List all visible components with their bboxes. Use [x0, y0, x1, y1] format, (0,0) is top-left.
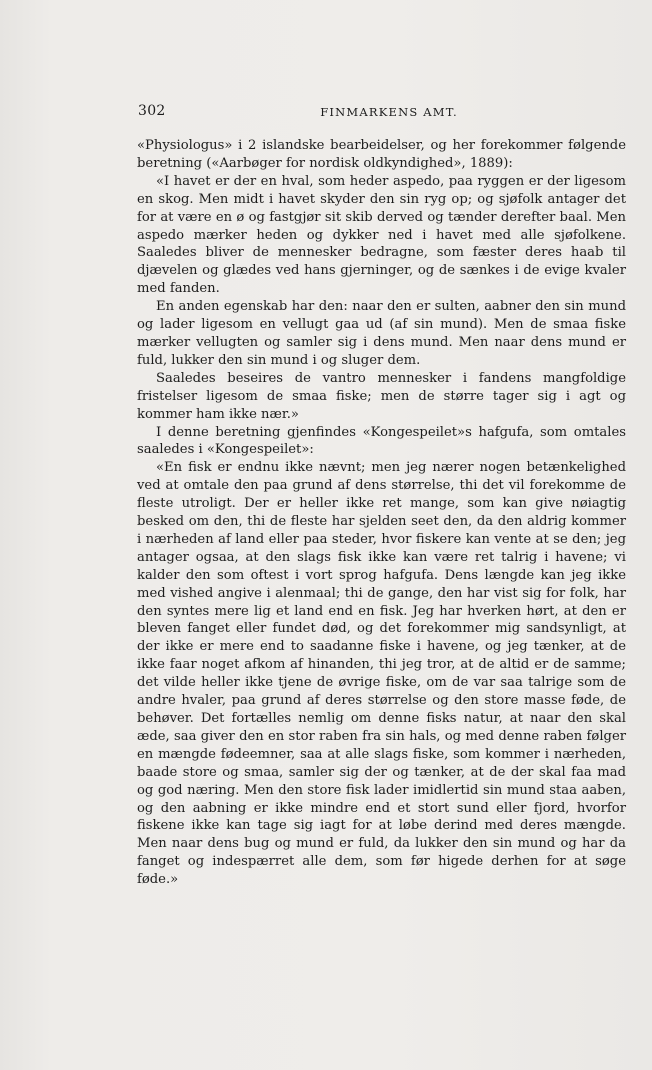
- running-title: FINMARKENS AMT.: [320, 105, 458, 119]
- page-number: 302: [138, 103, 166, 119]
- page-header: [138, 103, 626, 123]
- paragraph-unbelievers: Saaledes beseires de vantro mennesker i fandens mangfoldige fristelser ligesom de smaa fiske; men de større tager sig i agt og kommer ham ikke nær.»: [137, 370, 626, 422]
- paragraph-second-property: En anden egenskab har den: naar den er sulten, aabner den sin mund og lader ligesom en vellugt gaa ud (af sin mund). Men de smaa fiske mærker vellugten og samler sig i dens mund. Men naar dens mund er fuld, lukker den sin mund i og sluger dem.: [137, 299, 626, 368]
- paragraph-hafgufa-quote: «En fisk er endnu ikke nævnt; men jeg nærer nogen betænkelighed ved at omtale den paa grund af dens størrelse, thi det vil forekomme de fleste utroligt. Der er heller ikke ret mange, som kan give nøiagtig besked om den, thi de fleste har sjelden seet den, da den aldrig kommer i nærheden af land eller paa steder, hvor fiskere kan vente at se den; jeg antager ogsaa, at den slags fisk ikke kan være ret talrig i havene; vi kalder den som oftest i vort sprog hafgufa. Dens længde kan jeg ikke med vished angive i alenmaal; thi de gange, den har vist sig for folk, har den syntes mere lig et land end en fisk. Jeg har hverken hørt, at den er bleven fanget eller fundet død, og det forekommer mig sandsynligt, at der ikke er mere end to saadanne fiske i havene, og jeg tænker, at de ikke faar noget afkom af hinanden, thi jeg tror, at de altid er de samme; det vilde heller ikke tjene de øvrige fiske, om de var saa talrige som de andre hvaler, paa grund af deres størrelse og den store masse føde, de behøver. Det fortælles nemlig om denne fisks natur, at naar den skal æde, saa giver den en stor raben fra sin hals, og med denne raben følger en mængde fødeemner, saa at alle slags fiske, som kommer i nærheden, baade store og smaa, samler sig der og tænker, at de der skal faa mad og god næring. Men den store fisk lader imidlertid sin mund staa aaben, og den aabning er ikke mindre end et stort sund eller fjord, hvorfor fiskene ikke kan tage sig iagt for at løbe derind med deres mængde. Men naar dens bug og mund er fuld, da lukker den sin mund og har da fanget og indespærret alle dem, som før higede derhen for at søge føde.»: [137, 460, 626, 888]
- body-text: [137, 137, 626, 889]
- paragraph-kongespeilet-intro: I denne beretning gjenfindes «Kongespeilet»s hafgufa, som omtales saaledes i «Kongespeilet»:: [137, 424, 626, 458]
- paragraph-aspedo-whale: «I havet er der en hval, som heder aspedo, paa ryggen er der ligesom en skog. Men midt i havet skyder den sin ryg op; og sjøfolk antager det for at være en ø og fastgjør sit skib derved og tænder derefter baal. Men aspedo mærker heden og dykker ned i havet med alle sjøfolkene. Saaledes bliver de mennesker bedragne, som fæster deres haab til djævelen og glædes ved hans gjerninger, og de sænkes i de evige kvaler med fanden.: [137, 173, 626, 297]
- paragraph-physiologus-intro: «Physiologus» i 2 islandske bearbeidelser, og her forekommer følgende beretning («Aarbøger for nordisk oldkyndighed», 1889):: [137, 138, 626, 171]
